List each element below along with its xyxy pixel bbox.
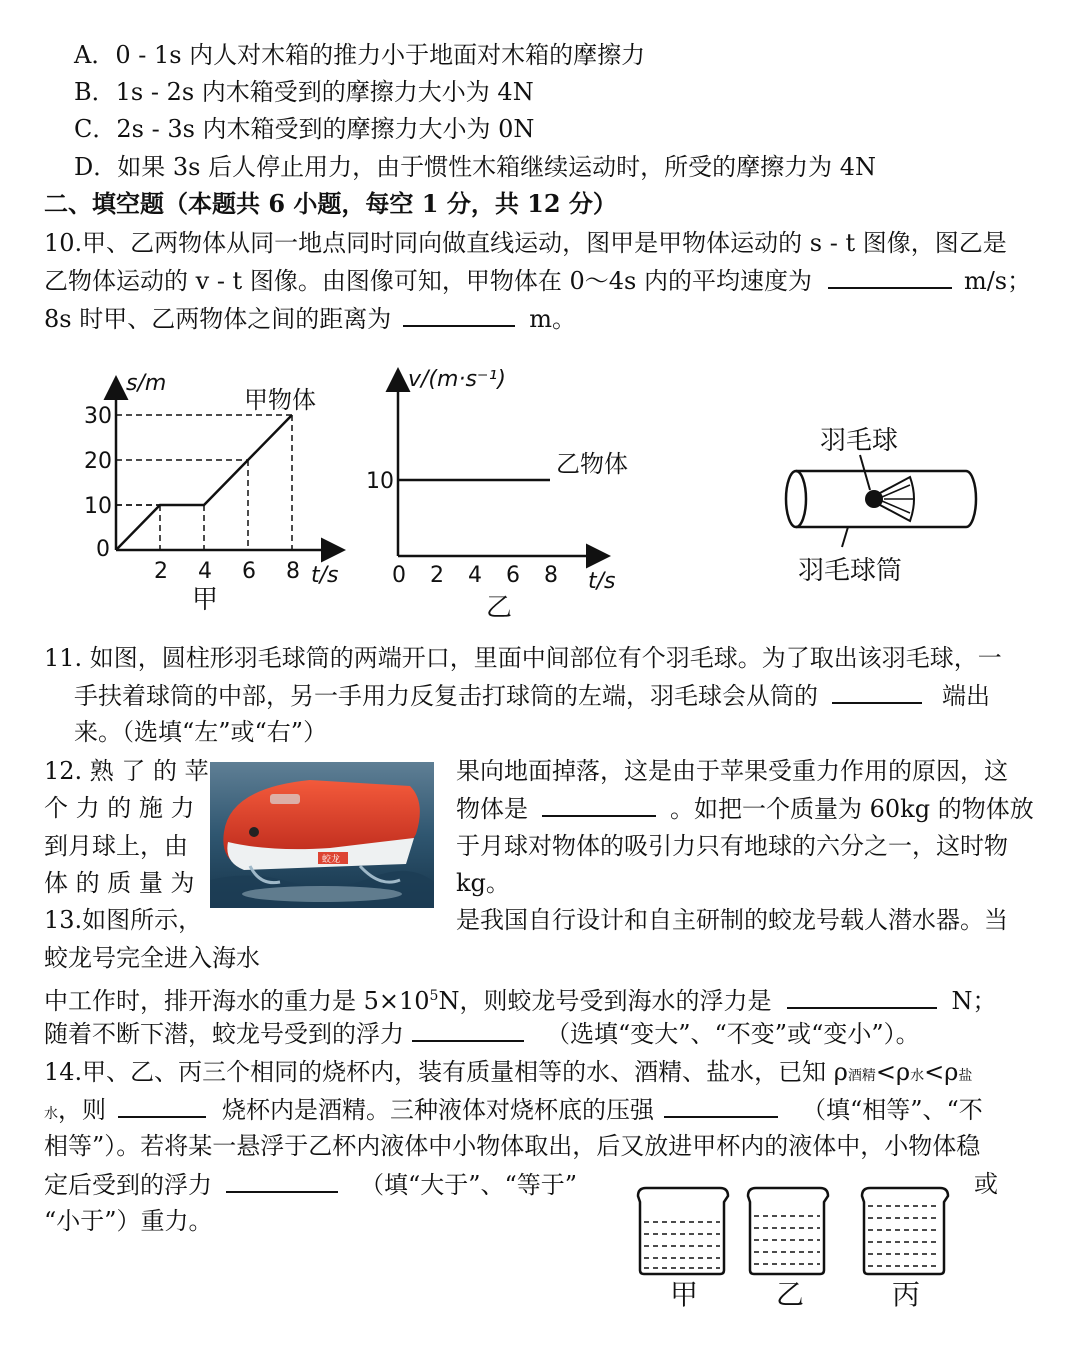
q14-text: 14.甲、乙、丙三个相同的烧杯内，装有质量相等的水、酒精、盐水，已知 ρ — [44, 1058, 848, 1086]
q13-left1: 13.如图所示， — [44, 906, 203, 934]
label-shuttlecock: 羽毛球 — [820, 426, 899, 456]
y-axis-label: v/(m·s⁻¹) — [408, 367, 506, 392]
q14-text: （填“大于”、“等于” — [360, 1171, 578, 1199]
q11-line1: 11. 如图，圆柱形羽毛球筒的两端开口，里面中间部位有个羽毛球。为了取出该羽毛球，一 — [44, 644, 1002, 672]
beaker-jia — [638, 1188, 728, 1274]
q12-text: 。如把一个质量为 60kg 的物体放 — [670, 795, 1034, 823]
q14-line5: “小于”）重力。 — [44, 1207, 213, 1235]
q13-right1: 是我国自行设计和自主研制的蛟龙号载人潜水器。当 — [456, 906, 1008, 934]
q11-text: 手扶着球筒的中部，另一手用力反复击打球筒的左端，羽毛球会从筒的 — [74, 682, 818, 710]
q14-or: 或 — [974, 1170, 998, 1198]
chart-jia — [78, 360, 368, 620]
q13-blank-change[interactable] — [412, 1018, 524, 1042]
origin-label: 0 — [96, 537, 110, 562]
q13-unit: N； — [951, 987, 997, 1015]
pointer-line — [842, 527, 848, 547]
q11-text: 端出 — [942, 682, 990, 710]
shuttlecock-tube-figure — [770, 415, 990, 595]
q12-right3: 于月球对物体的吸引力只有地球的六分之一，这时物 — [456, 832, 1008, 860]
beaker-label-bing: 丙 — [892, 1278, 921, 1311]
pointer-line — [860, 455, 870, 490]
q13-text: 随着不断下潜，蛟龙号受到的浮力 — [44, 1020, 404, 1048]
x-tick-label: 4 — [468, 563, 482, 588]
q12-right4: kg。 — [456, 869, 510, 897]
q12-left1: 12. 熟 了 的 苹 — [44, 757, 209, 785]
q14-sub: 水 — [910, 1068, 925, 1084]
q14-text: <ρ — [875, 1058, 911, 1086]
label-tube: 羽毛球筒 — [798, 556, 903, 586]
q10-text: 8s 时甲、乙两物体之间的距离为 — [44, 305, 392, 333]
y-axis-label: s/m — [126, 371, 167, 396]
q11-blank[interactable] — [832, 680, 922, 704]
q12-right2 — [456, 793, 1034, 824]
x-tick-label: 4 — [198, 559, 212, 584]
beaker-yi — [748, 1188, 828, 1274]
x-tick-label: 2 — [154, 559, 168, 584]
q14-blank-buoyancy[interactable] — [226, 1169, 338, 1193]
q10-line1: 10.甲、乙两物体从同一地点同时同向做直线运动，图甲是甲物体运动的 s - t 图像，图乙是 — [44, 229, 1007, 257]
q14-line2 — [44, 1094, 983, 1129]
series-label: 乙物体 — [556, 450, 628, 478]
q13-line4 — [44, 1018, 920, 1049]
y-tick-label: 10 — [366, 469, 394, 494]
y-tick-label: 10 — [84, 494, 112, 519]
q10-blank-speed[interactable] — [828, 265, 952, 289]
x-axis-label: t/s — [311, 563, 339, 588]
beaker-label-yi: 乙 — [776, 1278, 805, 1311]
beakers-figure — [630, 1186, 960, 1316]
jiaolong-submersible-photo — [210, 762, 434, 908]
q14-text: 烧杯内是酒精。三种液体对烧杯底的压强 — [222, 1096, 654, 1124]
beaker-bing — [862, 1188, 948, 1274]
q14-sub: 盐 — [958, 1068, 973, 1084]
x-tick-label: 8 — [286, 559, 300, 584]
q12-right1: 果向地面掉落，这是由于苹果受重力作用的原因，这 — [456, 757, 1008, 785]
q14-text: 定后受到的浮力 — [44, 1171, 212, 1199]
series-label: 甲物体 — [244, 386, 316, 414]
chart-title: 乙 — [486, 593, 513, 620]
y-tick-label: 20 — [84, 449, 112, 474]
chart-yi — [360, 360, 660, 620]
q11-line2 — [74, 680, 990, 711]
q14-sub: 水 — [44, 1106, 58, 1122]
q14-text: （填“相等”、“不 — [802, 1096, 983, 1124]
q10-blank-distance[interactable] — [403, 303, 515, 327]
q9-option-b: B．1s - 2s 内木箱受到的摩擦力大小为 4N — [74, 78, 534, 106]
q13-text: （选填“变大”、“不变”或“变小”）。 — [546, 1020, 920, 1048]
q13-line3 — [44, 981, 996, 1016]
hull-marking: 蛟龙 — [322, 855, 341, 865]
q10-unit: m/s； — [963, 267, 1032, 295]
tube-left-opening — [786, 471, 806, 527]
q13-text: 中工作时，排开海水的重力是 5×10 — [44, 987, 430, 1015]
q12-left3: 到月球上，由 — [44, 832, 188, 860]
chart-title: 甲 — [192, 585, 219, 615]
q14-blank-beaker[interactable] — [118, 1094, 206, 1118]
q14-line4 — [44, 1169, 577, 1200]
q14-text: ，则 — [58, 1096, 106, 1124]
q14-line1 — [44, 1057, 972, 1091]
q9-option-a: A．0 - 1s 内人对木箱的推力小于地面对木箱的摩擦力 — [74, 41, 646, 69]
section-heading: 二、填空题（本题共 6 小题，每空 1 分，共 12 分） — [44, 189, 617, 218]
x-tick-label: 0 — [392, 563, 406, 588]
q13-text: N，则蛟龙号受到海水的浮力是 — [438, 987, 772, 1015]
q14-blank-pressure[interactable] — [664, 1094, 778, 1118]
x-tick-label: 6 — [242, 559, 256, 584]
x-axis-label: t/s — [588, 569, 616, 594]
q12-blank-source[interactable] — [542, 793, 656, 817]
x-tick-label: 2 — [430, 563, 444, 588]
q13-exponent: 5 — [429, 988, 439, 1004]
q9-option-d: D．如果 3s 后人停止用力，由于惯性木箱继续运动时，所受的摩擦力为 4N — [74, 153, 876, 181]
q13-blank-buoyancy[interactable] — [787, 985, 937, 1009]
beaker-label-jia: 甲 — [670, 1278, 699, 1311]
q12-left4: 体 的 质 量 为 — [44, 869, 195, 897]
x-tick-label: 6 — [506, 563, 520, 588]
q9-option-c: C．2s - 3s 内木箱受到的摩擦力大小为 0N — [74, 115, 535, 143]
q10-unit: m。 — [529, 305, 576, 333]
q12-text: 物体是 — [456, 795, 528, 823]
x-tick-label: 8 — [544, 563, 558, 588]
q13-line2: 蛟龙号完全进入海水 — [44, 944, 260, 972]
q10-line2 — [44, 265, 1031, 296]
y-tick-label: 30 — [84, 404, 112, 429]
q12-left2: 个 力 的 施 力 — [44, 794, 195, 822]
q14-sub: 酒精 — [847, 1068, 876, 1084]
q14-line3: 相等”）。若将某一悬浮于乙杯内液体中小物体取出，后又放进甲杯内的液体中，小物体稳 — [44, 1132, 981, 1160]
q10-text: 乙物体运动的 v - t 图像。由图像可知，甲物体在 0～4s 内的平均速度为 — [44, 267, 812, 295]
q14-text: <ρ — [924, 1058, 959, 1086]
q11-line3: 来。（选填“左”或“右”） — [74, 718, 328, 746]
q10-line3 — [44, 303, 576, 334]
